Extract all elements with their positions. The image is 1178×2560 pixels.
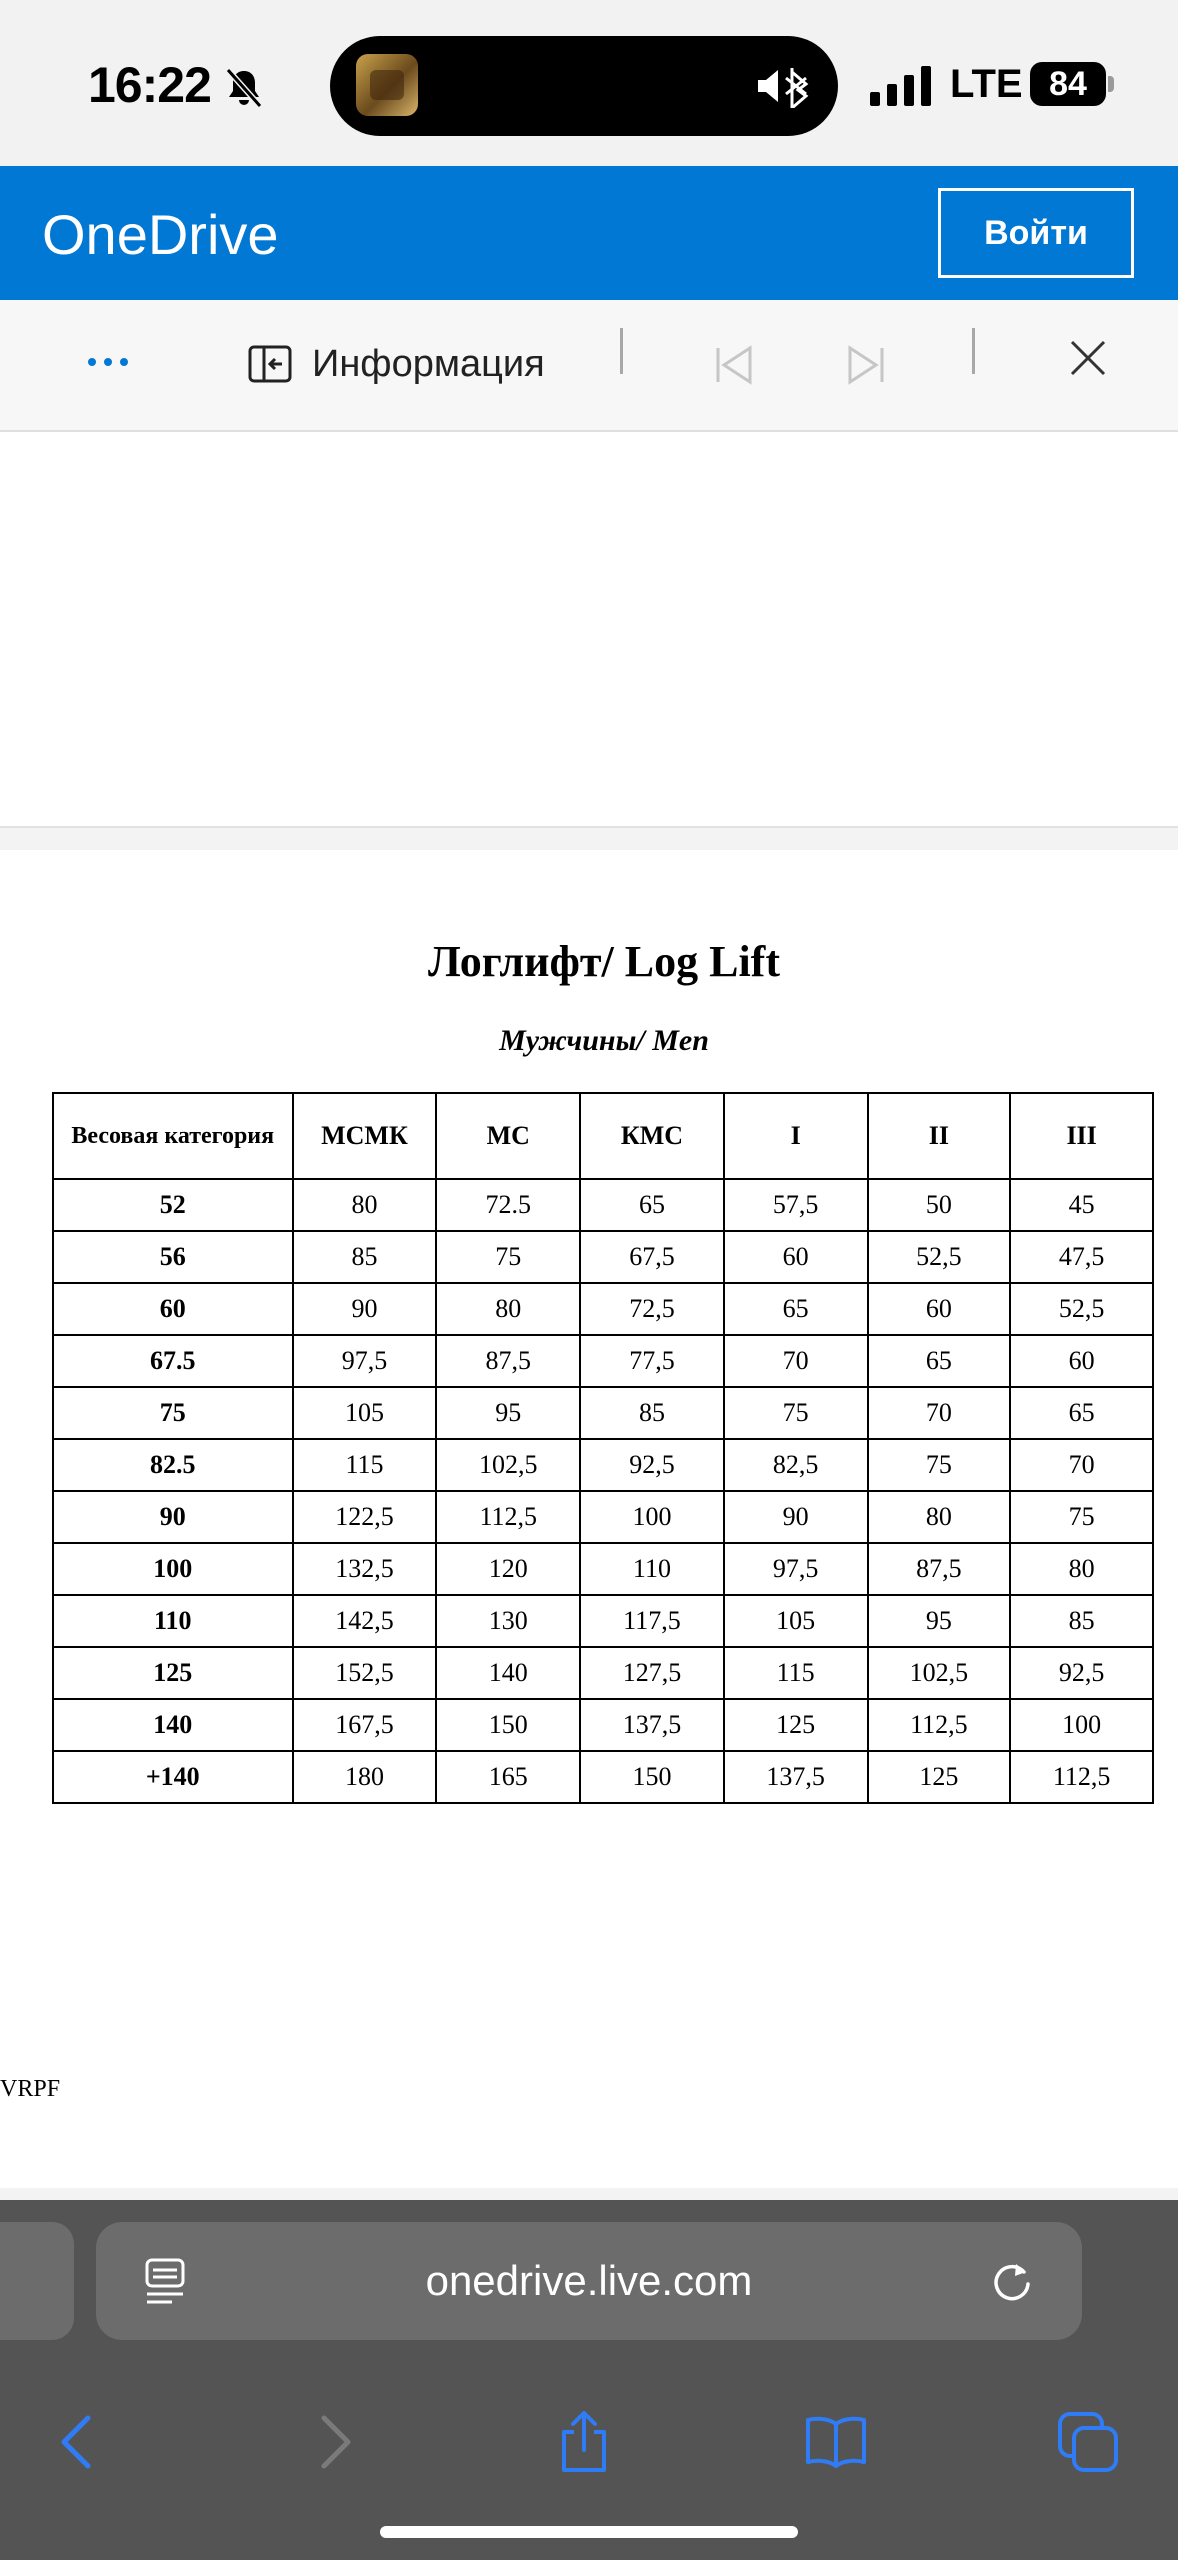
forward-icon[interactable] bbox=[302, 2410, 366, 2474]
weight-class-cell: 140 bbox=[53, 1699, 293, 1751]
now-playing-artwork bbox=[356, 54, 418, 116]
table-cell: 102,5 bbox=[868, 1647, 1011, 1699]
bell-off-icon bbox=[222, 66, 266, 110]
battery-cap bbox=[1108, 76, 1114, 92]
first-page-icon[interactable] bbox=[710, 340, 760, 390]
table-cell: 82,5 bbox=[724, 1439, 868, 1491]
table-row bbox=[53, 1543, 1153, 1595]
table-cell: 115 bbox=[293, 1439, 437, 1491]
signin-button[interactable]: Войти bbox=[938, 188, 1134, 278]
table-cell: 50 bbox=[868, 1179, 1011, 1231]
table-cell: 52,5 bbox=[868, 1231, 1011, 1283]
table-cell: 75 bbox=[436, 1231, 580, 1283]
table-cell: 122,5 bbox=[293, 1491, 437, 1543]
page-separator bbox=[0, 826, 1178, 850]
tabs-icon[interactable] bbox=[1056, 2410, 1120, 2474]
column-header: Весовая категория bbox=[53, 1093, 293, 1179]
table-cell: 70 bbox=[868, 1387, 1011, 1439]
table-cell: 95 bbox=[436, 1387, 580, 1439]
column-header: МСМК bbox=[293, 1093, 437, 1179]
address-bar[interactable] bbox=[96, 2222, 1082, 2340]
weight-class-cell: 52 bbox=[53, 1179, 293, 1231]
table-row bbox=[53, 1179, 1153, 1231]
table-row bbox=[53, 1491, 1153, 1543]
table-cell: 80 bbox=[868, 1491, 1011, 1543]
table-cell: 100 bbox=[1010, 1699, 1153, 1751]
dynamic-island[interactable] bbox=[330, 36, 838, 136]
table-cell: 150 bbox=[436, 1699, 580, 1751]
table-cell: 115 bbox=[724, 1647, 868, 1699]
table-header-row bbox=[53, 1093, 1153, 1179]
table-cell: 180 bbox=[293, 1751, 437, 1803]
table-cell: 112,5 bbox=[436, 1491, 580, 1543]
page-separator bbox=[0, 2188, 1178, 2200]
weight-class-cell: 67.5 bbox=[53, 1335, 293, 1387]
table-cell: 67,5 bbox=[580, 1231, 724, 1283]
table-cell: 137,5 bbox=[580, 1699, 724, 1751]
table-cell: 125 bbox=[724, 1699, 868, 1751]
table-cell: 110 bbox=[580, 1543, 724, 1595]
weight-class-cell: 60 bbox=[53, 1283, 293, 1335]
table-cell: 105 bbox=[293, 1387, 437, 1439]
table-cell: 72,5 bbox=[580, 1283, 724, 1335]
table-cell: 80 bbox=[1010, 1543, 1153, 1595]
table-cell: 100 bbox=[580, 1491, 724, 1543]
table-cell: 142,5 bbox=[293, 1595, 437, 1647]
document-page-previous bbox=[0, 432, 1178, 826]
column-header: III bbox=[1010, 1093, 1153, 1179]
table-cell: 150 bbox=[580, 1751, 724, 1803]
column-header: КМС bbox=[580, 1093, 724, 1179]
info-button[interactable] bbox=[248, 334, 545, 394]
network-type: LTE bbox=[950, 62, 1023, 106]
table-cell: 60 bbox=[1010, 1335, 1153, 1387]
table-cell: 90 bbox=[724, 1491, 868, 1543]
table-cell: 85 bbox=[1010, 1595, 1153, 1647]
table-cell: 132,5 bbox=[293, 1543, 437, 1595]
table-cell: 112,5 bbox=[1010, 1751, 1153, 1803]
table-cell: 85 bbox=[293, 1231, 437, 1283]
table-cell: 120 bbox=[436, 1543, 580, 1595]
info-label: Информация bbox=[312, 342, 545, 385]
weight-class-cell: 100 bbox=[53, 1543, 293, 1595]
table-cell: 97,5 bbox=[724, 1543, 868, 1595]
document-subtitle: Мужчины/ Men bbox=[499, 1024, 709, 1057]
more-options-button[interactable] bbox=[84, 340, 134, 380]
table-cell: 75 bbox=[724, 1387, 868, 1439]
table-row bbox=[53, 1699, 1153, 1751]
weight-class-cell: 82.5 bbox=[53, 1439, 293, 1491]
table-cell: 117,5 bbox=[580, 1595, 724, 1647]
status-bar bbox=[0, 0, 1178, 166]
document-title: Логлифт/ Log Lift bbox=[428, 937, 780, 986]
table-cell: 130 bbox=[436, 1595, 580, 1647]
table-cell: 97,5 bbox=[293, 1335, 437, 1387]
document-footer-note: VRPF bbox=[0, 2076, 61, 2102]
table-cell: 75 bbox=[868, 1439, 1011, 1491]
table-cell: 102,5 bbox=[436, 1439, 580, 1491]
table-cell: 52,5 bbox=[1010, 1283, 1153, 1335]
table-cell: 70 bbox=[1010, 1439, 1153, 1491]
document-page bbox=[0, 850, 1178, 2188]
onedrive-header bbox=[0, 166, 1178, 300]
table-row bbox=[53, 1387, 1153, 1439]
table-cell: 90 bbox=[293, 1283, 437, 1335]
table-cell: 140 bbox=[436, 1647, 580, 1699]
weight-class-cell: 75 bbox=[53, 1387, 293, 1439]
table-cell: 65 bbox=[868, 1335, 1011, 1387]
table-cell: 65 bbox=[1010, 1387, 1153, 1439]
weight-class-cell: 90 bbox=[53, 1491, 293, 1543]
share-icon[interactable] bbox=[552, 2410, 616, 2474]
table-cell: 70 bbox=[724, 1335, 868, 1387]
table-cell: 80 bbox=[436, 1283, 580, 1335]
table-cell: 57,5 bbox=[724, 1179, 868, 1231]
table-row bbox=[53, 1647, 1153, 1699]
table-row bbox=[53, 1231, 1153, 1283]
audio-output-icon bbox=[754, 64, 814, 108]
table-cell: 60 bbox=[868, 1283, 1011, 1335]
table-row bbox=[53, 1751, 1153, 1803]
table-row bbox=[53, 1439, 1153, 1491]
table-cell: 87,5 bbox=[868, 1543, 1011, 1595]
browser-chrome bbox=[0, 2200, 1178, 2560]
weight-class-cell: 125 bbox=[53, 1647, 293, 1699]
home-indicator[interactable] bbox=[380, 2526, 798, 2538]
table-cell: 165 bbox=[436, 1751, 580, 1803]
table-cell: 75 bbox=[1010, 1491, 1153, 1543]
table-cell: 92,5 bbox=[1010, 1647, 1153, 1699]
table-cell: 65 bbox=[724, 1283, 868, 1335]
viewer-toolbar bbox=[0, 300, 1178, 432]
table-cell: 137,5 bbox=[724, 1751, 868, 1803]
table-row bbox=[53, 1595, 1153, 1647]
table-cell: 87,5 bbox=[436, 1335, 580, 1387]
table-cell: 47,5 bbox=[1010, 1231, 1153, 1283]
table-cell: 105 bbox=[724, 1595, 868, 1647]
table-cell: 77,5 bbox=[580, 1335, 724, 1387]
column-header: II bbox=[868, 1093, 1011, 1179]
bookmarks-icon[interactable] bbox=[804, 2410, 868, 2474]
table-cell: 95 bbox=[868, 1595, 1011, 1647]
toolbar-divider bbox=[972, 328, 975, 374]
table-cell: 112,5 bbox=[868, 1699, 1011, 1751]
table-row bbox=[53, 1283, 1153, 1335]
table-cell: 125 bbox=[868, 1751, 1011, 1803]
more-dots-icon bbox=[88, 358, 96, 366]
table-row bbox=[53, 1335, 1153, 1387]
table-cell: 167,5 bbox=[293, 1699, 437, 1751]
cellular-signal-icon bbox=[870, 66, 934, 106]
table-cell: 45 bbox=[1010, 1179, 1153, 1231]
battery-indicator: 84 bbox=[1030, 62, 1106, 106]
standards-table bbox=[52, 1092, 1154, 1804]
toolbar-divider bbox=[620, 328, 623, 374]
table-cell: 127,5 bbox=[580, 1647, 724, 1699]
weight-class-cell: +140 bbox=[53, 1751, 293, 1803]
table-cell: 85 bbox=[580, 1387, 724, 1439]
table-cell: 72.5 bbox=[436, 1179, 580, 1231]
onedrive-logo-text[interactable]: OneDrive bbox=[42, 203, 279, 266]
table-cell: 65 bbox=[580, 1179, 724, 1231]
reload-icon[interactable] bbox=[988, 2258, 1034, 2304]
table-cell: 92,5 bbox=[580, 1439, 724, 1491]
weight-class-cell: 56 bbox=[53, 1231, 293, 1283]
status-time: 16:22 bbox=[88, 57, 211, 113]
table-cell: 60 bbox=[724, 1231, 868, 1283]
url-text[interactable]: onedrive.live.com bbox=[425, 2257, 753, 2304]
close-icon[interactable] bbox=[1068, 338, 1108, 378]
table-cell: 80 bbox=[293, 1179, 437, 1231]
column-header: МС bbox=[436, 1093, 580, 1179]
back-icon[interactable] bbox=[46, 2410, 110, 2474]
last-page-icon[interactable] bbox=[840, 340, 890, 390]
previous-tab-preview[interactable] bbox=[0, 2222, 74, 2340]
column-header: I bbox=[724, 1093, 868, 1179]
info-pane-icon bbox=[248, 345, 292, 383]
browser-toolbar bbox=[0, 2370, 1178, 2510]
table-cell: 152,5 bbox=[293, 1647, 437, 1699]
weight-class-cell: 110 bbox=[53, 1595, 293, 1647]
